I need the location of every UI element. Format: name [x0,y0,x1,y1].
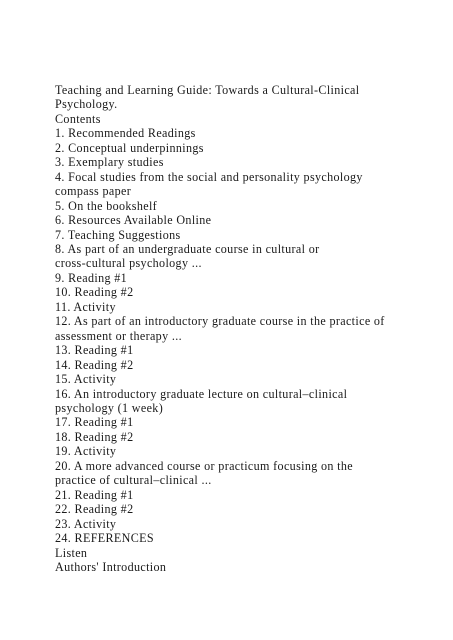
toc-item: 4. Focal studies from the social and personality psychology [55,169,363,184]
toc-item: 10. Reading #2 [55,285,134,300]
toc-item: 1. Recommended Readings [55,126,196,141]
toc-item: 6. Resources Available Online [55,213,212,228]
toc-item: 3. Exemplary studies [55,155,164,170]
toc-item: 16. An introductory graduate lecture on cultural–clinical [55,386,348,401]
toc-item: 19. Activity [55,444,117,459]
toc-item: 5. On the bookshelf [55,198,158,213]
section-heading: Authors' Introduction [55,559,167,574]
listen-text: Listen [55,545,88,560]
toc-item: 13. Reading #1 [55,343,134,358]
toc-item: 11. Activity [55,299,116,314]
toc-item-continuation: assessment or therapy ... [55,328,182,343]
toc-item-continuation: compass paper [55,184,132,199]
contents-heading: Contents [55,111,101,126]
toc-item: 20. A more advanced course or practicum focusing on the [55,458,353,473]
toc-item: 18. Reading #2 [55,429,134,444]
toc-item: 12. As part of an introductory graduate course in the practice of [55,314,385,329]
toc-item: 21. Reading #1 [55,487,134,502]
title-line-2: Psychology. [55,97,118,112]
toc-item: 15. Activity [55,372,117,387]
toc-item: 24. REFERENCES [55,531,154,546]
toc-item-continuation: psychology (1 week) [55,400,164,415]
title-line-1: Teaching and Learning Guide: Towards a Cultural-Clinical [55,83,360,97]
toc-item: 8. As part of an undergraduate course in cultural or [55,241,320,256]
toc-item: 7. Teaching Suggestions [55,227,181,242]
toc-item-continuation: practice of cultural–clinical ... [55,473,212,488]
toc-item: 22. Reading #2 [55,502,134,517]
toc-item: 9. Reading #1 [55,270,128,285]
toc-item: 2. Conceptual underpinnings [55,140,204,155]
toc-item-continuation: cross-cultural psychology ... [55,256,202,271]
toc-item: 14. Reading #2 [55,357,134,372]
toc-item: 23. Activity [55,516,117,531]
toc-item: 17. Reading #1 [55,415,134,430]
document-text [55,83,415,574]
